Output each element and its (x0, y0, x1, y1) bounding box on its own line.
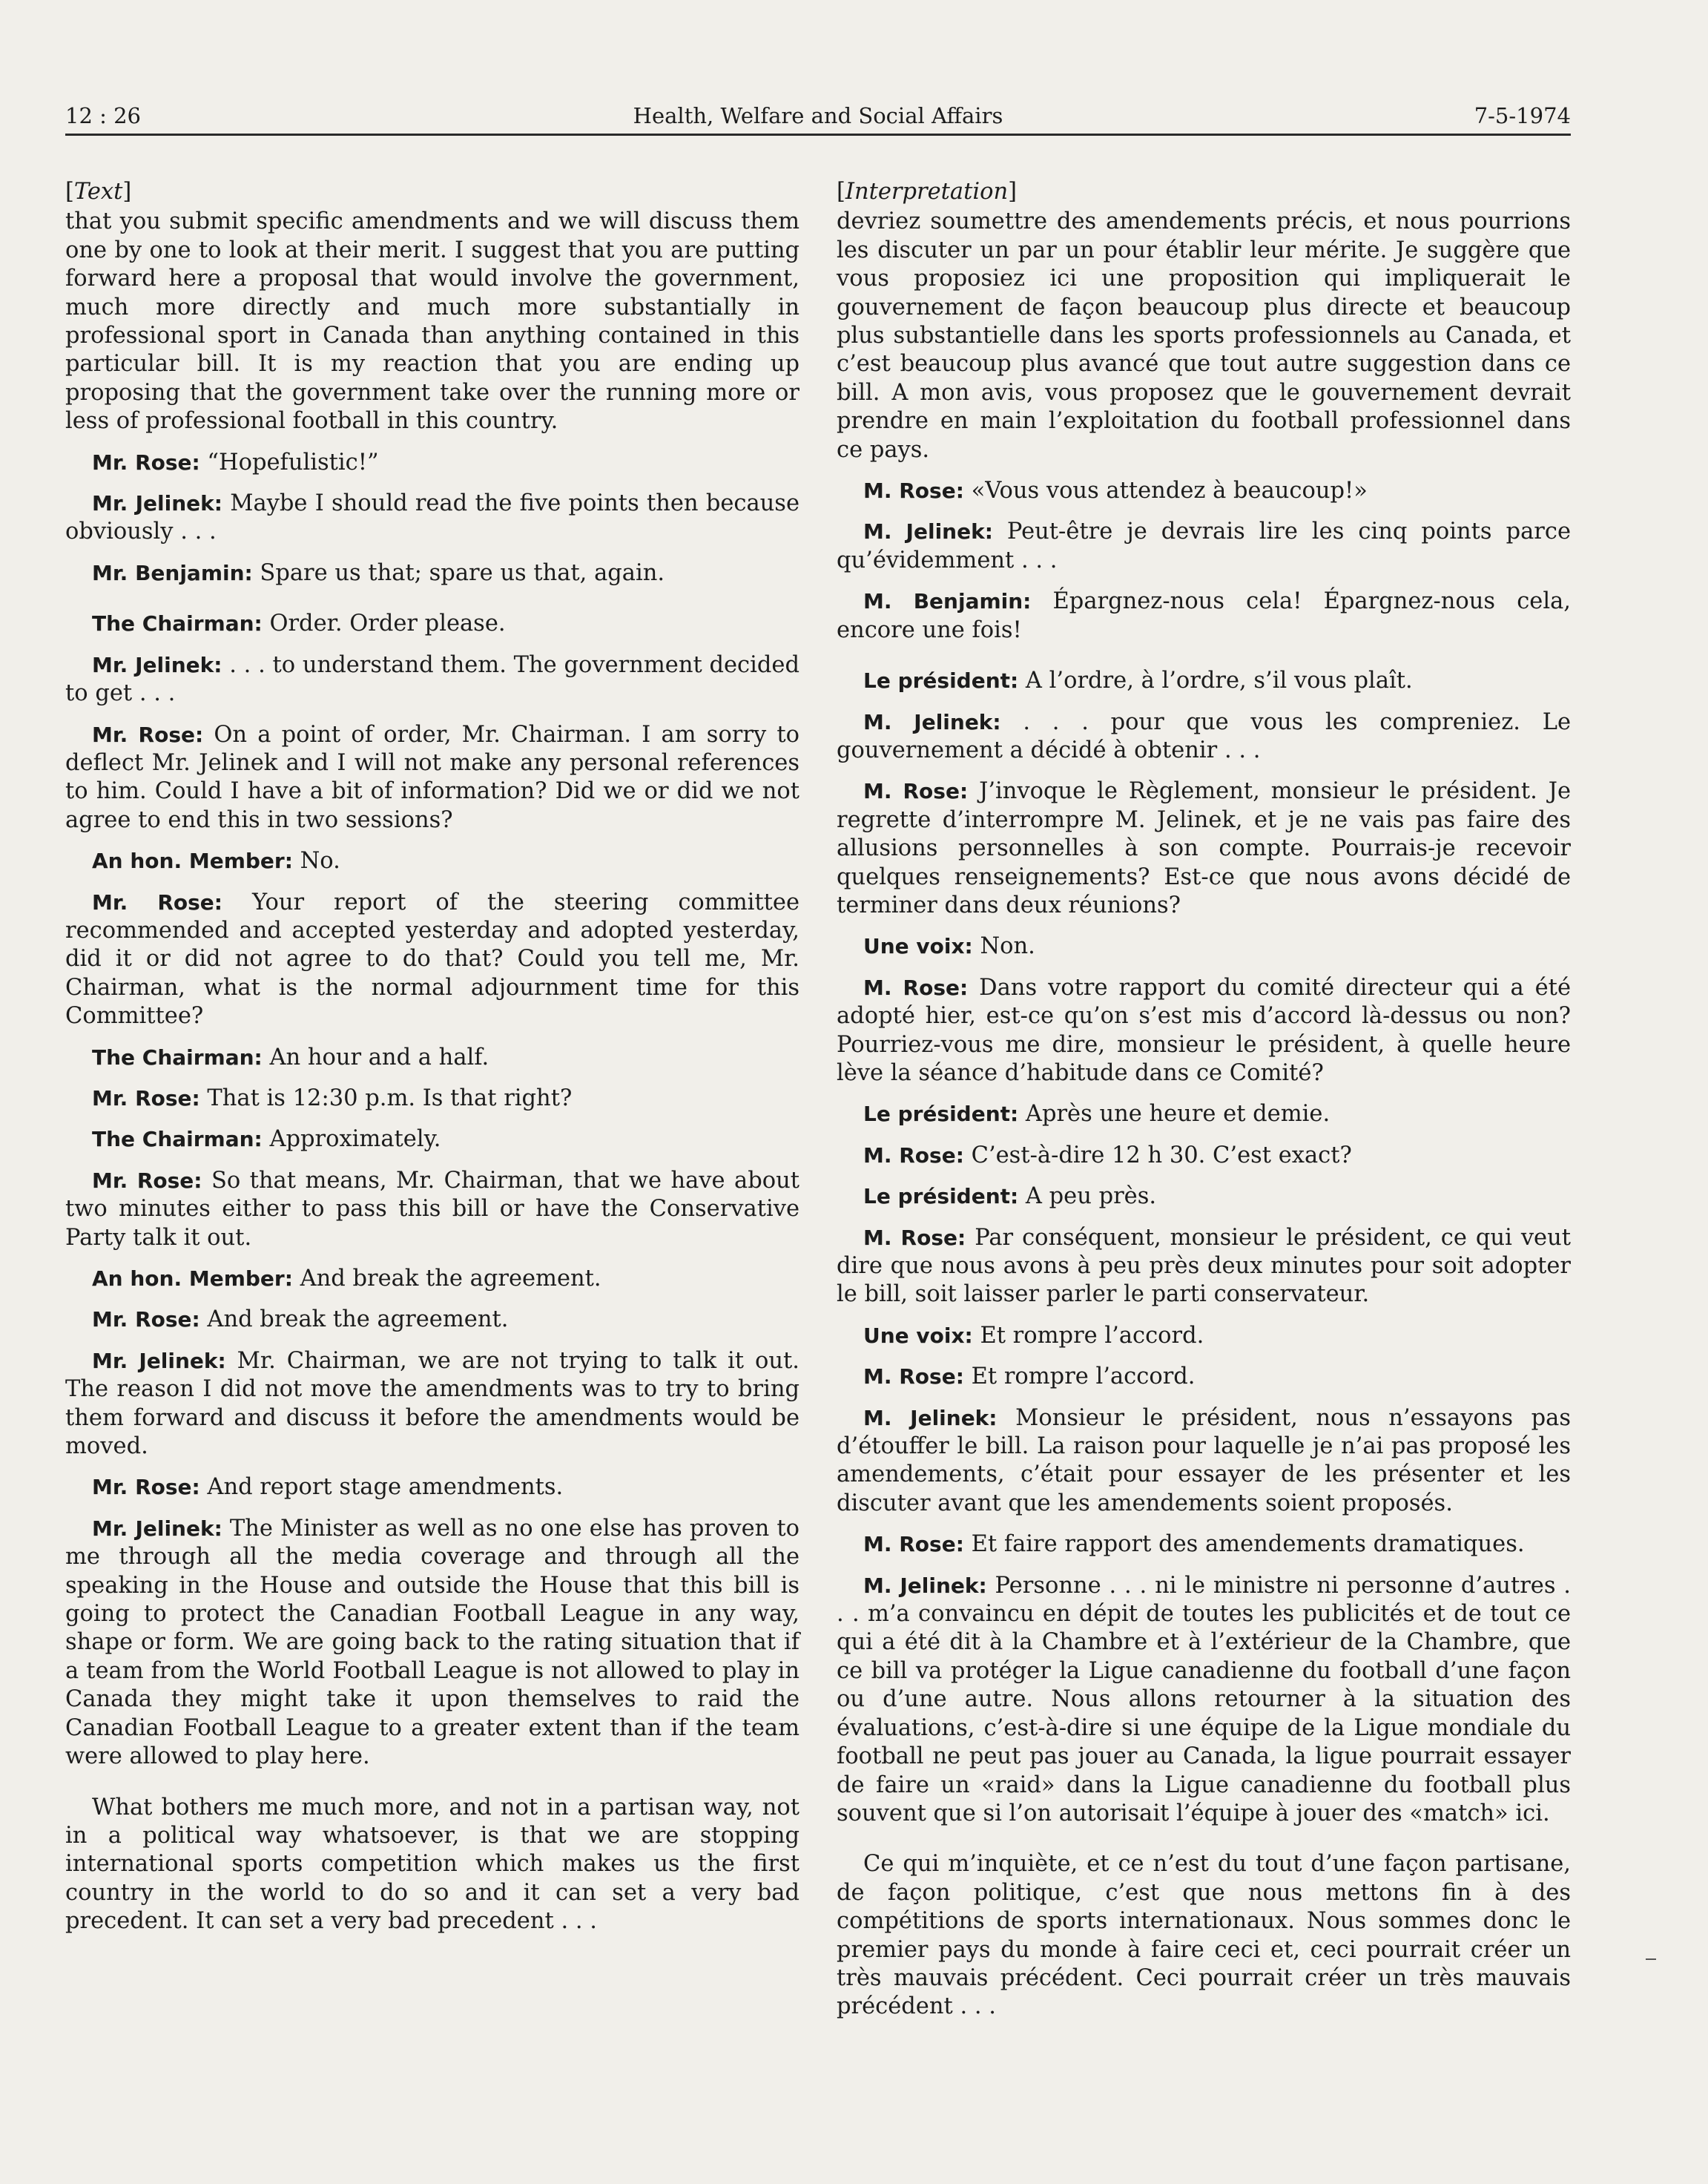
speech-entry (837, 588, 1571, 645)
speech-entry (837, 1322, 1571, 1350)
speaker-name: M. Jelinek: (863, 1573, 987, 1598)
speech-text: Spare us that; spare us that, again. (252, 559, 665, 586)
speech-text: Et rompre l’accord. (963, 1364, 1196, 1390)
speech-text: And report stage amendments. (200, 1474, 564, 1501)
speech-text: An hour and a half. (262, 1044, 489, 1070)
speech-entry (837, 1142, 1571, 1170)
speech-entry (837, 1183, 1571, 1211)
speaker-name: M. Rose: (863, 478, 964, 504)
speech-text: And break the agreement. (200, 1306, 509, 1333)
speech-entry (65, 1515, 799, 1772)
speech-entry (837, 1404, 1571, 1519)
speech-text: Order. Order please. (262, 611, 506, 637)
speech-text: That is 12:30 p.m. Is that right? (200, 1085, 573, 1111)
speech-text: And break the agreement. (292, 1266, 601, 1292)
speaker-name: M. Rose: (863, 1532, 964, 1557)
speaker-name: Mr. Rose: (92, 1085, 200, 1111)
speech-text: On a point of order, Mr. Chairman. I am sorry to deflect Mr. Jelinek and I will not make any personal references to him. Could I have a bit of information? Did we or did we not agree to end this in two sessions? (65, 721, 800, 833)
speech-entry (837, 708, 1571, 766)
speaker-name: M. Rose: (863, 1364, 964, 1389)
speech-entry (65, 1125, 799, 1154)
speech-entry (837, 1224, 1571, 1309)
speaker-name: Le président: (863, 1102, 1019, 1127)
speech-entry (65, 889, 799, 1031)
header-date: 7-5-1974 (1474, 103, 1571, 128)
speech-text: Peut-être je devrais lire les cinq points parce qu’évidemment . . . (837, 519, 1571, 573)
speaker-name: Une voix: (863, 934, 973, 959)
speech-entry (837, 1530, 1571, 1559)
speech-text: Approximately. (262, 1126, 441, 1153)
speech-text: Et faire rapport des amendements dramatiques. (963, 1531, 1525, 1558)
speaker-name: Mr. Rose: (92, 1168, 202, 1193)
speech-text: Épargnez-nous cela! Épargnez-nous cela, encore une fois! (837, 588, 1571, 643)
speech-entry (65, 490, 799, 547)
speech-text: The Minister as well as no one else has proven to me through all the media coverage and through all the speaking in the House and outside the House that this bill is going to protect the Canadian Football League in any way, shape or form. We are going back to the rating situation that if a team from the World Football League is not allowed to play in Canada they might take it upon themselves to raid the Canadian Football League to a greater extent than if the team were allowed to play here. (65, 1515, 799, 1770)
continuation-paragraph: that you submit specific amendments and we will discuss them one by one to look at their merit. I suggest that you are putting forward here a proposal that would involve the government, much more directly and much more substantially in professional sport in Canada than anything contained in this particular bill. It is my reaction that you are ending up proposing that the government take over the running more or less of professional football in this country. (65, 208, 799, 435)
speech-text: So that means, Mr. Chairman, that we have about two minutes either to pass this bill or have the Conservative Party talk it out. (65, 1167, 800, 1251)
language-label: [ Interpretation ] (837, 178, 1571, 206)
speaker-name: Mr. Rose: (92, 722, 204, 747)
speech-text: “Hopefulistic!” (200, 449, 379, 476)
speaker-name: Une voix: (863, 1323, 973, 1348)
language-label: [ Text ] (65, 178, 799, 206)
speech-entry (65, 1167, 799, 1252)
speech-entry (837, 667, 1571, 695)
speech-text: A l’ordre, à l’ordre, s’il vous plaît. (1018, 668, 1413, 694)
speaker-name: The Chairman: (92, 1045, 263, 1070)
speaker-name: Mr. Jelinek: (92, 491, 222, 516)
speech-text: «Vous vous attendez à beaucoup!» (963, 478, 1368, 504)
speaker-name: M. Jelinek: (863, 709, 1001, 734)
speaker-name: M. Rose: (863, 779, 969, 804)
speaker-name: M. Rose: (863, 975, 969, 1000)
speech-text: J’invoque le Règlement, monsieur le président. Je regrette d’interrompre M. Jelinek, et je ne vais pas faire des allusions personnelles à son compte. Pourrais-je recevoir quelques renseignements? Est-ce que nous avons décidé de terminer dans deux réunions? (837, 778, 1571, 918)
speech-entry (65, 651, 799, 708)
speech-entries (837, 477, 1571, 1828)
continuation-paragraph: devriez soumettre des amendements précis, et nous pourrions les discuter un par un pour établir leur mérite. Je suggère que vous proposiez ici une proposition qui impliquerait le gouvernement de façon beaucoup plus directe et beaucoup plus substantielle dans les sports professionnels au Canada, et c’est beaucoup plus avancé que tout autre suggestion dans ce bill. A mon avis, vous proposez que le gouvernement devrait prendre en main l’exploitation du football professionnel dans ce pays. (837, 208, 1571, 463)
speech-entry (65, 1473, 799, 1502)
speech-text: Non. (972, 933, 1035, 960)
speech-text: Après une heure et demie. (1018, 1101, 1331, 1128)
speech-text: Et rompre l’accord. (972, 1322, 1204, 1349)
speech-entry (65, 847, 799, 875)
speech-entry (65, 1265, 799, 1293)
speaker-name: Mr. Rose: (92, 1307, 200, 1332)
speech-entry (65, 1085, 799, 1113)
speaker-name: Mr. Rose: (92, 450, 200, 475)
speech-entry (837, 933, 1571, 961)
closing-paragraph: What bothers me much more, and not in a partisan way, not in a political way whatsoever, is that we are stopping international sports competition which makes us the first country in the world to do so and it can set a very bad precedent. It can set a very bad precedent . . . (65, 1794, 799, 1935)
closing-paragraph: Ce qui m’inquiète, et ce n’est du tout d’une façon partisane, de façon politique, c’est que nous mettons fin à des compétitions de sports internationaux. Nous sommes donc le premier pays du monde à faire ceci et, ceci pourrait créer un très mauvais précédent. Ceci pourrait créer un très mauvais précédent . . . (837, 1851, 1571, 2020)
margin-mark (1646, 1958, 1656, 1960)
speech-entry (65, 1347, 799, 1461)
speech-entry (65, 610, 799, 638)
speech-entry (65, 721, 799, 835)
speaker-name: Le président: (863, 1184, 1019, 1209)
speaker-name: Mr. Rose: (92, 1475, 200, 1500)
speech-entry (837, 974, 1571, 1088)
speech-text: . . . to understand them. The government decided to get . . . (65, 651, 799, 707)
page-number: 12 : 26 (65, 103, 142, 128)
speech-text: Mr. Chairman, we are not trying to talk it out. The reason I did not move the amendments was to try to bring them forward and discuss it before the amendments would be moved. (65, 1347, 799, 1460)
speech-entry (65, 559, 799, 588)
speech-text: Par conséquent, monsieur le président, ce qui veut dire que nous avons à peu près deux minutes pour soit adopter le bill, soit laisser parler le parti conservateur. (837, 1224, 1572, 1308)
speaker-name: The Chairman: (92, 611, 263, 637)
speech-entry (837, 1363, 1571, 1391)
speaker-name: M. Rose: (863, 1225, 966, 1250)
speech-entries (65, 449, 799, 1772)
speaker-name: M. Rose: (863, 1142, 964, 1168)
speaker-name: M. Jelinek: (863, 519, 993, 545)
french-column (837, 178, 1571, 2034)
speaker-name: Mr. Benjamin: (92, 560, 253, 585)
speaker-name: M. Jelinek: (863, 1405, 998, 1430)
speech-text: Dans votre rapport du comité directeur qui a été adopté hier, est-ce qu’on s’est mis d’accord là-dessus ou non? Pourriez-vous me dire, monsieur le président, à quelle heure lève la séance d’habitude dans ce Comité? (837, 974, 1571, 1086)
speaker-name: Le président: (863, 668, 1019, 694)
speech-text: Maybe I should read the five points then because obviously . . . (65, 490, 800, 545)
speaker-name: An hon. Member: (92, 849, 293, 874)
speech-entry (837, 518, 1571, 575)
speech-entry (65, 449, 799, 477)
speech-entry (837, 1572, 1571, 1829)
english-column (65, 178, 799, 1949)
speech-text: Your report of the steering committee recommended and accepted yesterday and adopted yesterday, did it or did not agree to do that? Could you tell me, Mr. Chairman, what is the normal adjournment time for this Committee? (65, 889, 800, 1030)
running-title: Health, Welfare and Social Affairs (633, 103, 1003, 128)
speech-text: C’est-à-dire 12 h 30. C’est exact? (963, 1142, 1352, 1168)
page-header (65, 98, 1571, 136)
speech-entry (65, 1044, 799, 1072)
speech-text: Personne . . . ni le ministre ni personne d’autres . . . m’a convaincu en dépit de toutes les publicités et de tout ce qui a été dit à la Chambre et à l’extérieur de la Chambre, que ce bill va protéger la Ligue canadienne du football d’une façon ou d’une autre. Nous allons retourner à la situation des évaluations, c’est-à-dire si une équipe de la Ligue mondiale du football ne peut pas jouer au Canada, la ligue pourrait essayer de faire un «raid» dans la Ligue canadienne du football plus souvent que si l’on autorisait l’équipe à jouer des «match» ici. (837, 1572, 1571, 1826)
speaker-name: Mr. Jelinek: (92, 1516, 222, 1541)
speech-entry (65, 1306, 799, 1334)
speaker-name: Mr. Rose: (92, 889, 222, 915)
speaker-name: Mr. Jelinek: (92, 652, 222, 677)
speech-text: A peu près. (1018, 1183, 1157, 1210)
speech-entry (837, 1100, 1571, 1128)
speaker-name: Mr. Jelinek: (92, 1348, 226, 1373)
speech-entry (837, 477, 1571, 505)
speaker-name: The Chairman: (92, 1127, 263, 1152)
speech-entry (837, 777, 1571, 920)
speech-text: Monsieur le président, nous n’essayons pas d’étouffer le bill. La raison pour laquelle je n’ai pas proposé les amendements, c’était pour essayer de les présenter et les discuter avant que les amendements soient proposés. (837, 1404, 1572, 1516)
speech-text: . . . pour que vous les compreniez. Le gouvernement a décidé à obtenir . . . (837, 708, 1571, 763)
speaker-name: An hon. Member: (92, 1266, 293, 1291)
speaker-name: M. Benjamin: (863, 589, 1032, 614)
speech-text: No. (292, 848, 340, 875)
